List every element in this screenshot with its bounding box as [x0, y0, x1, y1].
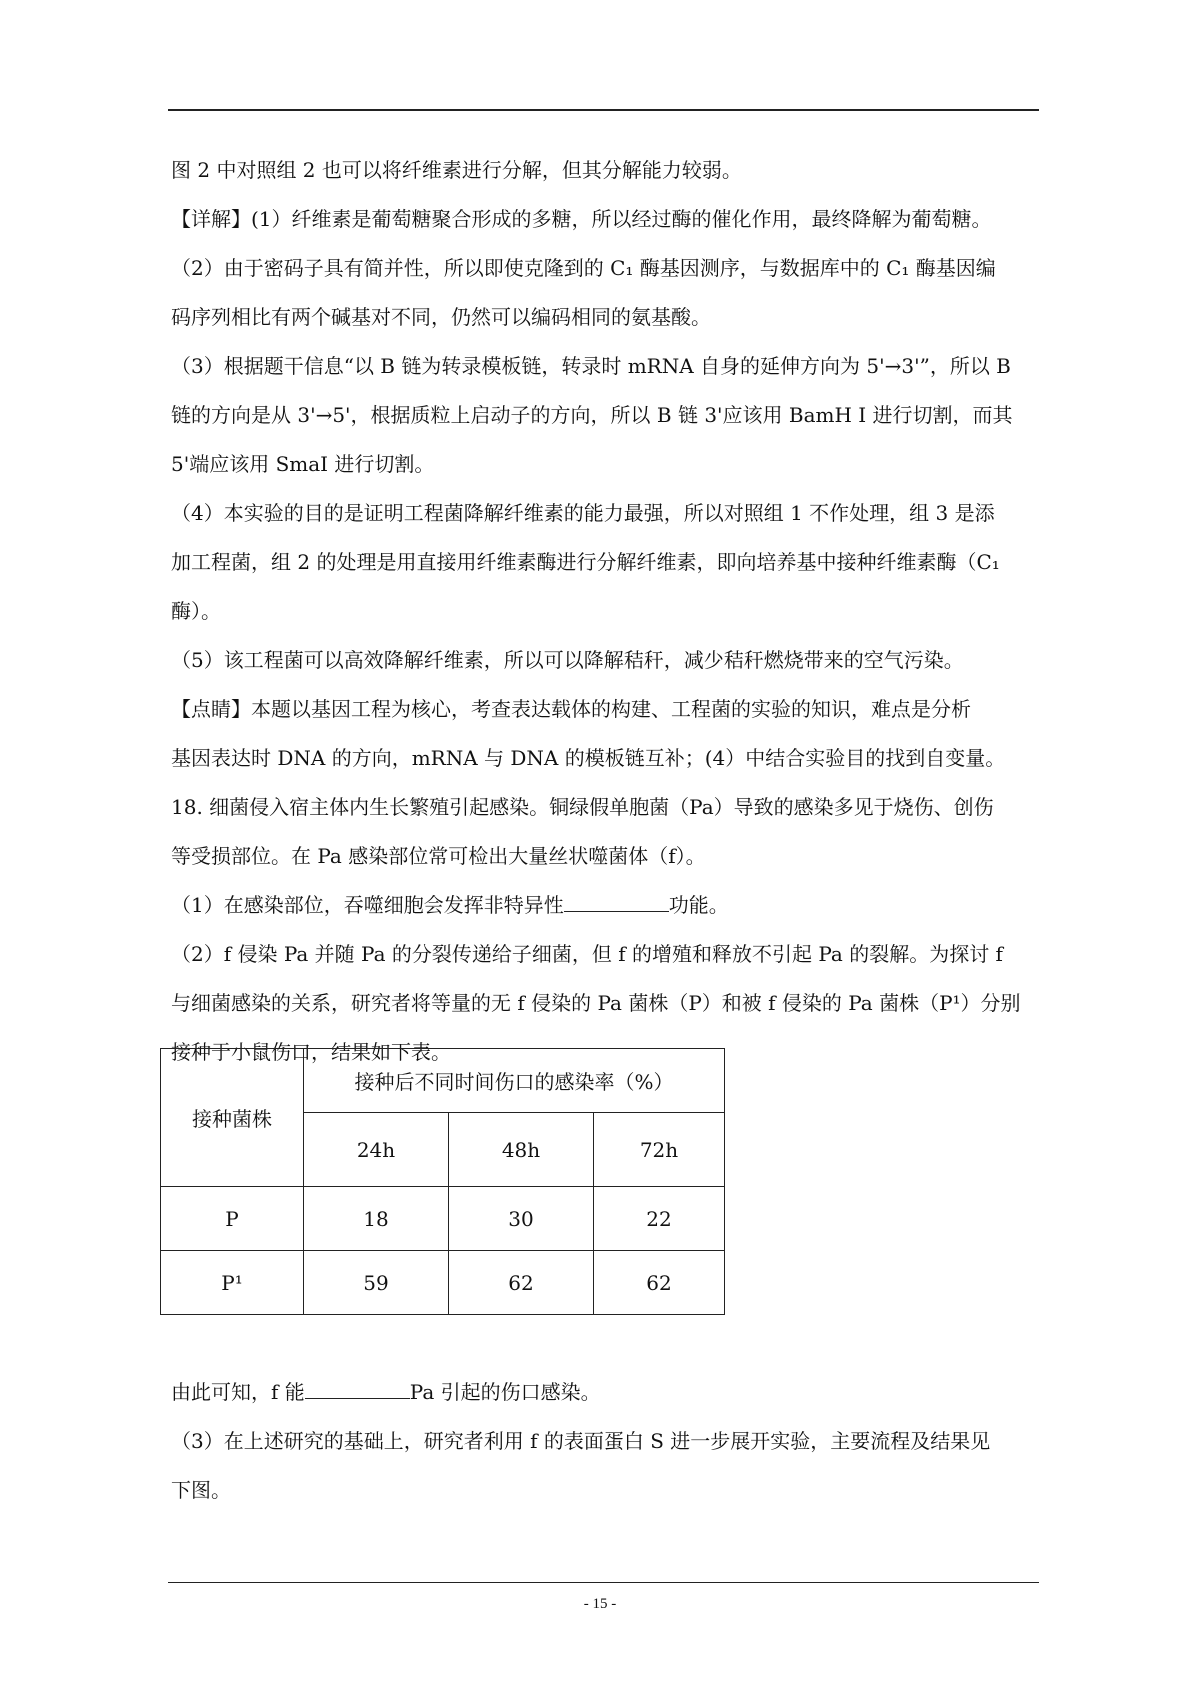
- question-1-line: [171, 885, 1039, 934]
- time-header-cell: 24h: [304, 1113, 449, 1187]
- conclusion-text: 由此可知，f 能: [171, 1380, 305, 1404]
- document-body: [171, 150, 1039, 1081]
- text-line: 码序列相比有两个碱基对不同，仍然可以编码相同的氨基酸。: [171, 305, 711, 329]
- q1-text: （1）在感染部位，吞噬细胞会发挥非特异性: [171, 893, 564, 917]
- text-line: 酶）。: [171, 599, 221, 623]
- time-header-cell: 72h: [594, 1113, 725, 1187]
- table-row: [161, 1251, 725, 1315]
- text-line: 与细菌感染的关系，研究者将等量的无 f 侵染的 Pa 菌株（P）和被 f 侵染的 Pa 菌株（P¹）分别: [171, 991, 1021, 1015]
- conclusion-line: [171, 1372, 1039, 1421]
- text-line: 下图。: [171, 1478, 231, 1502]
- text-line: （3）根据题干信息“以 B 链为转录模板链，转录时 mRNA 自身的延伸方向为 5'→3'”，所以 B: [171, 354, 1011, 378]
- q1-text-end: 功能。: [668, 893, 729, 917]
- infection-rate-table: [160, 1048, 725, 1315]
- text-line: 接种于小鼠伤口，结果如下表。: [171, 1040, 451, 1064]
- time-header-cell: 48h: [449, 1113, 594, 1187]
- post-table-text: [171, 1372, 1039, 1519]
- text-line: 【点睛】本题以基因工程为核心，考查表达载体的构建、工程菌的实验的知识，难点是分析: [171, 697, 971, 721]
- value-cell: 22: [594, 1187, 725, 1251]
- question-18-line: 18. 细菌侵入宿主体内生长繁殖引起感染。铜绿假单胞菌（Pa）导致的感染多见于烧伤、创伤: [171, 795, 994, 819]
- text-line: （2）由于密码子具有简并性，所以即使克隆到的 C₁ 酶基因测序，与数据库中的 C₁ 酶基因编: [171, 256, 996, 280]
- value-cell: 62: [594, 1251, 725, 1315]
- text-line: （4）本实验的目的是证明工程菌降解纤维素的能力最强，所以对照组 1 不作处理，组 3 是添: [171, 501, 995, 525]
- header-rule: [168, 109, 1039, 111]
- text-line: 基因表达时 DNA 的方向，mRNA 与 DNA 的模板链互补；(4）中结合实验目的找到自变量。: [171, 746, 1006, 770]
- text-line: 图 2 中对照组 2 也可以将纤维素进行分解，但其分解能力较弱。: [171, 158, 742, 182]
- group-header-cell: 接种后不同时间伤口的感染率（%）: [304, 1049, 725, 1113]
- text-line: 【详解】(1）纤维素是葡萄糖聚合形成的多糖，所以经过酶的催化作用，最终降解为葡萄糖。: [171, 207, 992, 231]
- strain-cell: P: [161, 1187, 304, 1251]
- question-3-line: （3）在上述研究的基础上，研究者利用 f 的表面蛋白 S 进一步展开实验，主要流程及结果见: [171, 1429, 991, 1453]
- value-cell: 59: [304, 1251, 449, 1315]
- answer-blank-1[interactable]: [564, 889, 669, 912]
- footer-rule: [168, 1582, 1039, 1583]
- page-number: - 15 -: [583, 1596, 617, 1612]
- question-2-line: （2）f 侵染 Pa 并随 Pa 的分裂传递给子细菌，但 f 的增殖和释放不引起 Pa 的裂解。为探讨 f: [171, 942, 1003, 966]
- value-cell: 62: [449, 1251, 594, 1315]
- value-cell: 30: [449, 1187, 594, 1251]
- text-line: 链的方向是从 3'→5'，根据质粒上启动子的方向，所以 B 链 3'应该用 BamH I 进行切割，而其: [171, 403, 1013, 427]
- text-line: （5）该工程菌可以高效降解纤维素，所以可以降解秸秆，减少秸秆燃烧带来的空气污染。: [171, 648, 964, 672]
- text-line: 等受损部位。在 Pa 感染部位常可检出大量丝状噬菌体（f）。: [171, 844, 706, 868]
- text-line: 加工程菌，组 2 的处理是用直接用纤维素酶进行分解纤维素，即向培养基中接种纤维素酶（C₁: [171, 550, 1000, 574]
- table-row: [161, 1187, 725, 1251]
- conclusion-text-end: Pa 引起的伤口感染。: [409, 1380, 601, 1404]
- answer-blank-2[interactable]: [305, 1376, 410, 1399]
- row-header-cell: 接种菌株: [161, 1049, 304, 1187]
- strain-cell: P¹: [161, 1251, 304, 1315]
- value-cell: 18: [304, 1187, 449, 1251]
- text-line: 5'端应该用 SmaI 进行切割。: [171, 452, 435, 476]
